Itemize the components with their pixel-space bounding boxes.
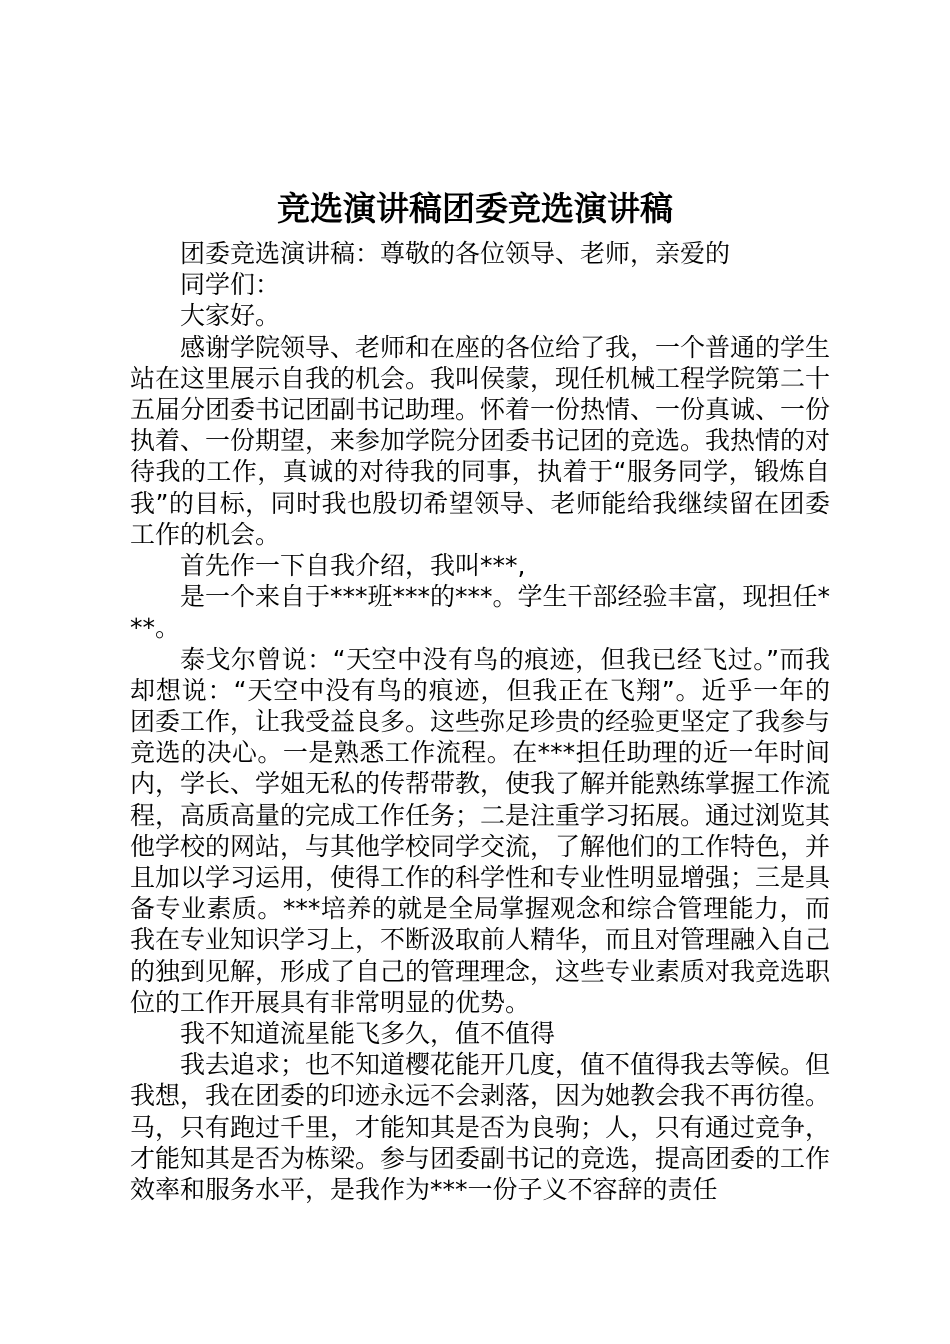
paragraph-intro: 首先作一下自我介绍，我叫***,	[180, 551, 526, 581]
document-body	[130, 238, 830, 1205]
paragraph-experience: 泰戈尔曾说：“天空中没有鸟的痕迹，但我已经飞过。”而我却想说：“天空中没有鸟的痕迹，但我正在飞翔”。近乎一年的团委工作，让我受益良多。这些弥足珍贵的经验更坚定了我参与竞选的决心。一是熟悉工作流程。在***担任助理的近一年时间内，学长、学姐无私的传帮带教，使我了解并能熟练掌握工作流程，高质高量的完成工作任务；二是注重学习拓展。通过浏览其他学校的网站，与其他学校同学交流，了解他们的工作特色，并且加以学习运用，使得工作的科学性和专业性明显增强；三是具备专业素质。***培养的就是全局掌握观念和综合管理能力，而我在专业知识学习上，不断汲取前人精华，而且对管理融入自己的独到见解，形成了自己的管理理念，这些专业素质对我竞选职位的工作开展具有非常明显的优势。	[130, 644, 831, 1017]
paragraph-pursuit: 我去追求；也不知道樱花能开几度，值不值得我去等候。但我想，我在团委的印迹永远不会剥落，因为她教会我不再彷徨。马，只有跑过千里，才能知其是否为良驹；人，只有通过竞争，才能知其是否为栋梁。参与团委副书记的竞选，提高团委的工作效率和服务水平，是我作为***一份子义不容辞的责任	[130, 1050, 831, 1205]
document-title: 竞选演讲稿团委竞选演讲稿	[277, 189, 673, 228]
paragraph-meteor: 我不知道流星能飞多久，值不值得	[180, 1019, 556, 1049]
paragraph-greeting: 团委竞选演讲稿：尊敬的各位领导、老师，亲爱的	[180, 239, 731, 268]
paragraph-background: 是一个来自于***班***的***。学生干部经验丰富，现担任***。	[130, 582, 831, 643]
paragraph-hello: 大家好。	[180, 301, 281, 331]
paragraph-salutation: 同学们：	[180, 270, 281, 300]
paragraph-thanks: 感谢学院领导、老师和在座的各位给了我，一个普通的学生站在这里展示自我的机会。我叫侯蒙，现任机械工程学院第二十五届分团委书记团副书记助理。怀着一份热情、一份真诚、一份执着、一份期望，来参加学院分团委书记团的竞选。我热情的对待我的工作，真诚的对待我的同事，执着于“服务同学，锻炼自我”的目标，同时我也殷切希望领导、老师能给我继续留在团委工作的机会。	[130, 332, 831, 549]
